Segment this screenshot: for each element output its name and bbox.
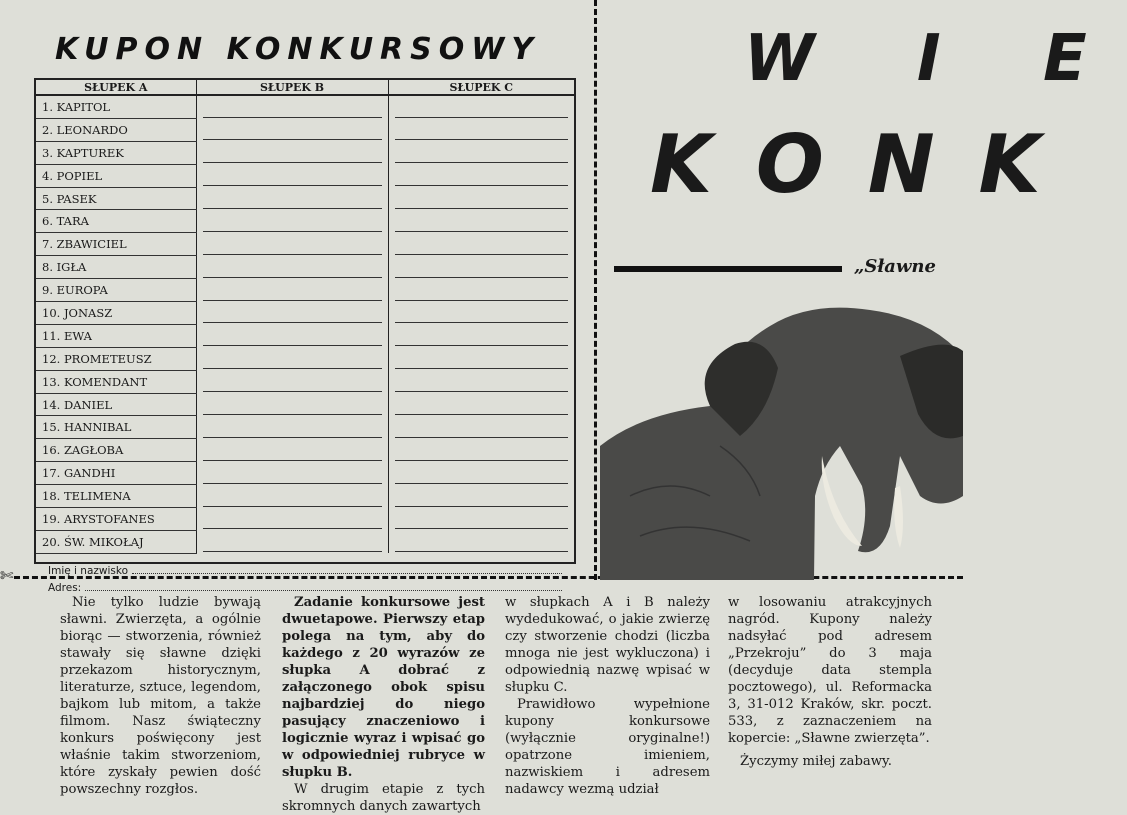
- column-b-field[interactable]: [203, 371, 382, 392]
- header-column-b: SŁUPEK B: [196, 80, 388, 95]
- column-c-field-cell: [388, 439, 574, 462]
- elephant-illustration: [600, 296, 963, 580]
- column-c-field[interactable]: [395, 325, 569, 346]
- column-b-field[interactable]: [203, 463, 382, 484]
- column-a-cell: 7. ZBAWICIEL: [36, 233, 196, 256]
- header-column-c: SŁUPEK C: [388, 80, 574, 95]
- article-column-1: [60, 594, 261, 798]
- column-b-field[interactable]: [203, 280, 382, 301]
- address-field[interactable]: [85, 590, 562, 591]
- coupon-row: [36, 416, 574, 439]
- column-a-cell: 18. TELIMENA: [36, 485, 196, 508]
- column-b-field-cell: [196, 187, 388, 210]
- sender-fields: [36, 554, 574, 594]
- article-paragraph-5: w losowaniu atrakcyjnych nagród. Kupony należy nadsyłać pod adresem „Przekroju” do 3 maja (decyduje data stempla pocztowego), ul. Reformacka 3, 31-012 Kraków, skr. poczt. 533, z zaznaczeniem na kopercie: „Sławne zwierzęta”.: [728, 595, 932, 746]
- column-b-field[interactable]: [203, 211, 382, 232]
- column-c-field-cell: [388, 530, 574, 553]
- column-c-field-cell: [388, 508, 574, 531]
- article-closing: Życzymy miłej zabawy.: [740, 754, 892, 769]
- column-c-field-cell: [388, 187, 574, 210]
- column-a-cell: 19. ARYSTOFANES: [36, 508, 196, 531]
- headline-subtitle: „Sławne: [854, 256, 936, 277]
- column-c-field[interactable]: [395, 97, 569, 118]
- article-column-3: [505, 594, 710, 798]
- coupon-row: [36, 141, 574, 164]
- column-c-field[interactable]: [395, 394, 569, 415]
- column-b-field-cell: [196, 393, 388, 416]
- coupon-row: [36, 210, 574, 233]
- coupon-row: [36, 393, 574, 416]
- column-b-field-cell: [196, 256, 388, 279]
- column-c-field-cell: [388, 233, 574, 256]
- column-b-field[interactable]: [203, 234, 382, 255]
- coupon-row: [36, 324, 574, 347]
- column-b-field-cell: [196, 416, 388, 439]
- column-c-field[interactable]: [395, 119, 569, 140]
- column-a-cell: 3. KAPTUREK: [36, 141, 196, 164]
- coupon-title: KUPON KONKURSOWY: [55, 32, 541, 67]
- article-paragraph-3: w słupkach A i B należy wydedukować, o jakie zwierzę czy stworzenie chodzi (liczba mnoga nie jest wykluczona) i odpowiednią nazwę wpisać w słupku C.: [505, 595, 710, 695]
- column-b-field[interactable]: [203, 440, 382, 461]
- column-b-field[interactable]: [203, 486, 382, 507]
- coupon-row: [36, 439, 574, 462]
- column-c-field-cell: [388, 141, 574, 164]
- column-a-cell: 20. ŚW. MIKOŁAJ: [36, 530, 196, 553]
- column-c-field[interactable]: [395, 348, 569, 369]
- column-a-cell: 16. ZAGŁOBA: [36, 439, 196, 462]
- column-c-field[interactable]: [395, 440, 569, 461]
- column-a-cell: 11. EWA: [36, 324, 196, 347]
- column-c-field[interactable]: [395, 302, 569, 323]
- column-c-field[interactable]: [395, 165, 569, 186]
- column-b-field-cell: [196, 279, 388, 302]
- column-c-field-cell: [388, 164, 574, 187]
- coupon-row: [36, 187, 574, 210]
- name-label: Imię i nazwisko: [48, 564, 129, 577]
- article-column-4: [728, 594, 932, 770]
- column-c-field-cell: [388, 118, 574, 141]
- coupon-row: [36, 233, 574, 256]
- column-c-field-cell: [388, 324, 574, 347]
- coupon-row: [36, 462, 574, 485]
- headline-rule: [614, 266, 842, 272]
- coupon-row: [36, 118, 574, 141]
- coupon-row: [36, 279, 574, 302]
- column-b-field[interactable]: [203, 119, 382, 140]
- coupon-row: [36, 370, 574, 393]
- column-a-cell: 1. KAPITOL: [36, 95, 196, 118]
- column-c-field-cell: [388, 302, 574, 325]
- column-c-field[interactable]: [395, 142, 569, 163]
- article-paragraph-1: Nie tylko ludzie bywają sławni. Zwierzęta, a ogólnie biorąc — stworzenia, również stawały się sławne dzięki przekazom historycznym, literaturze, sztuce, legendom, bajkom lub mitom, a także filmom. Nasz świąteczny konkurs poświęcony jest właśnie takim stworzeniom, które zyskały pewien dość powszechny rozgłos.: [60, 595, 261, 797]
- column-c-field[interactable]: [395, 188, 569, 209]
- column-c-field[interactable]: [395, 211, 569, 232]
- column-a-cell: 17. GANDHI: [36, 462, 196, 485]
- article-column-2: [282, 594, 485, 815]
- coupon-row: [36, 347, 574, 370]
- column-c-field-cell: [388, 485, 574, 508]
- column-b-field[interactable]: [203, 417, 382, 438]
- column-a-cell: 10. JONASZ: [36, 302, 196, 325]
- column-c-field[interactable]: [395, 463, 569, 484]
- address-label: Adres:: [48, 581, 82, 594]
- column-b-field[interactable]: [203, 325, 382, 346]
- coupon-row: [36, 302, 574, 325]
- column-a-cell: 12. PROMETEUSZ: [36, 347, 196, 370]
- column-b-field-cell: [196, 164, 388, 187]
- coupon-row: [36, 508, 574, 531]
- column-b-field-cell: [196, 462, 388, 485]
- coupon-row: [36, 530, 574, 553]
- column-c-field-cell: [388, 347, 574, 370]
- column-b-field-cell: [196, 95, 388, 118]
- column-b-field[interactable]: [203, 508, 382, 529]
- header-column-a: SŁUPEK A: [36, 80, 196, 95]
- column-b-field-cell: [196, 141, 388, 164]
- column-a-cell: 13. KOMENDANT: [36, 370, 196, 393]
- headline-line1: W I E: [744, 22, 1127, 96]
- column-b-field-cell: [196, 508, 388, 531]
- column-b-field[interactable]: [203, 394, 382, 415]
- coupon-row: [36, 164, 574, 187]
- column-c-field[interactable]: [395, 508, 569, 529]
- column-c-field-cell: [388, 210, 574, 233]
- column-c-field-cell: [388, 416, 574, 439]
- coupon-table: [36, 80, 574, 554]
- column-b-field-cell: [196, 210, 388, 233]
- column-b-field-cell: [196, 118, 388, 141]
- headline-line2: K O N K: [650, 118, 1049, 211]
- column-b-field-cell: [196, 233, 388, 256]
- column-b-field[interactable]: [203, 142, 382, 163]
- column-b-field-cell: [196, 370, 388, 393]
- column-c-field[interactable]: [395, 417, 569, 438]
- column-b-field[interactable]: [203, 302, 382, 323]
- coupon-row: [36, 256, 574, 279]
- scissors-icon: ✄: [0, 566, 14, 585]
- vertical-cut-line: [594, 0, 597, 580]
- column-a-cell: 4. POPIEL: [36, 164, 196, 187]
- name-field[interactable]: [132, 573, 562, 574]
- column-b-field-cell: [196, 439, 388, 462]
- column-c-field[interactable]: [395, 257, 569, 278]
- column-c-field[interactable]: [395, 371, 569, 392]
- column-a-cell: 2. LEONARDO: [36, 118, 196, 141]
- column-a-cell: 8. IGŁA: [36, 256, 196, 279]
- column-b-field-cell: [196, 347, 388, 370]
- column-a-cell: 14. DANIEL: [36, 393, 196, 416]
- column-c-field-cell: [388, 393, 574, 416]
- column-b-field[interactable]: [203, 97, 382, 118]
- column-c-field[interactable]: [395, 234, 569, 255]
- column-a-cell: 6. TARA: [36, 210, 196, 233]
- column-b-field-cell: [196, 485, 388, 508]
- column-c-field-cell: [388, 256, 574, 279]
- column-c-field[interactable]: [395, 280, 569, 301]
- column-b-field[interactable]: [203, 165, 382, 186]
- column-c-field[interactable]: [395, 531, 569, 552]
- column-c-field-cell: [388, 462, 574, 485]
- column-b-field[interactable]: [203, 348, 382, 369]
- column-c-field-cell: [388, 95, 574, 118]
- article-paragraph-4: Prawidłowo wypełnione kupony konkursowe (wyłącznie oryginalne!) opatrzone imieniem, nazwiskiem i adresem nadawcy wezmą udział: [505, 697, 710, 797]
- column-c-field[interactable]: [395, 486, 569, 507]
- column-b-field[interactable]: [203, 188, 382, 209]
- contest-coupon: [34, 78, 576, 594]
- column-b-field[interactable]: [203, 531, 382, 552]
- column-a-cell: 15. HANNIBAL: [36, 416, 196, 439]
- coupon-row: [36, 95, 574, 118]
- coupon-row: [36, 485, 574, 508]
- column-a-cell: 9. EUROPA: [36, 279, 196, 302]
- column-a-cell: 5. PASEK: [36, 187, 196, 210]
- column-b-field[interactable]: [203, 257, 382, 278]
- column-b-field-cell: [196, 324, 388, 347]
- column-c-field-cell: [388, 370, 574, 393]
- article-paragraph-2: W drugim etapie z tych skromnych danych zawartych: [282, 782, 485, 814]
- column-b-field-cell: [196, 302, 388, 325]
- column-c-field-cell: [388, 279, 574, 302]
- contest-rules-paragraph: Zadanie konkursowe jest dwuetapowe. Pierwszy etap polega na tym, aby do każdego z 20 wyrazów ze słupka A dobrać z załączonego obok spisu najbardziej do niego pasujący znaczeniowo i logicznie wyraz i wpisać go w odpowiedniej rubryce w słupku B.: [282, 595, 485, 780]
- column-b-field-cell: [196, 530, 388, 553]
